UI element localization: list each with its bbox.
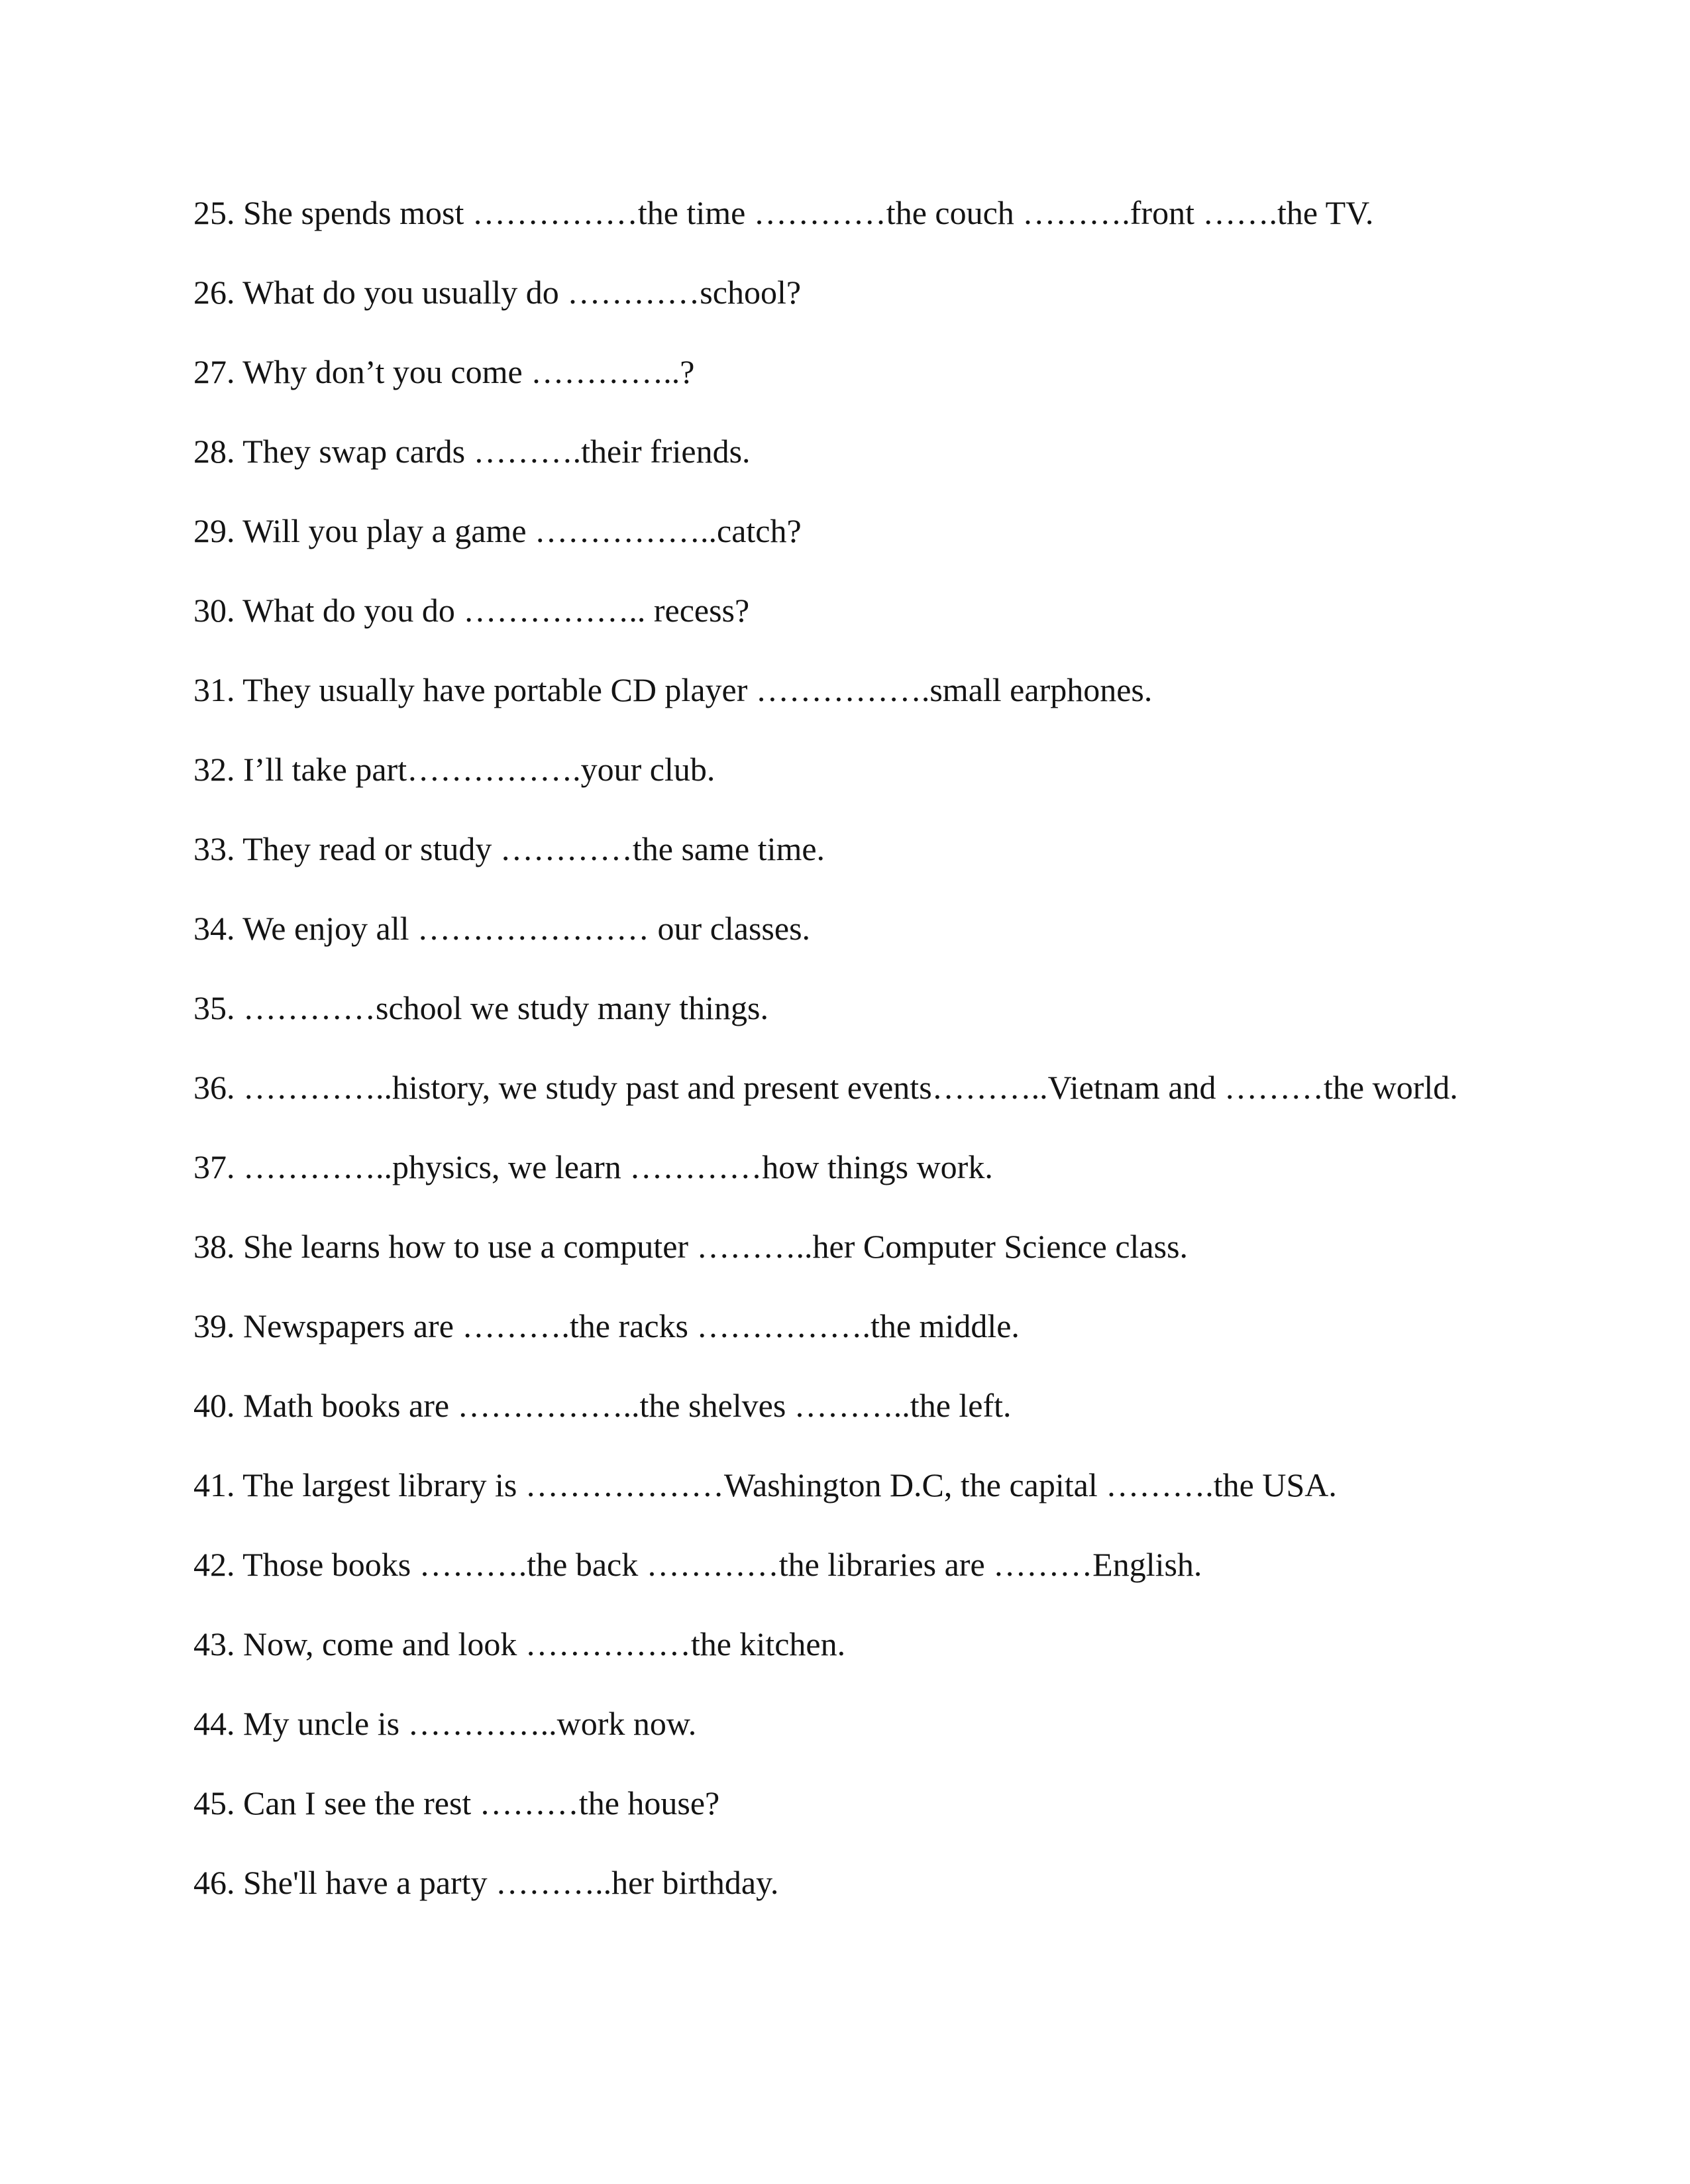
exercise-item-44: 44. My uncle is …………..work now. [193, 1705, 697, 1742]
exercise-item-27: 27. Why don’t you come …………..? [193, 353, 695, 390]
exercise-item-25: 25. She spends most ……………the time …………the couch ……….front …….the TV. [193, 194, 1374, 231]
exercise-item-43: 43. Now, come and look ……………the kitchen. [193, 1625, 846, 1663]
exercise-item-32: 32. I’ll take part…………….your club. [193, 751, 715, 788]
exercise-item-29: 29. Will you play a game ……………..catch? [193, 512, 802, 549]
exercise-item-30: 30. What do you do …………….. recess? [193, 592, 750, 629]
exercise-item-37: 37. …………..physics, we learn …………how things work. [193, 1148, 993, 1185]
exercise-item-31: 31. They usually have portable CD player …………….small earphones. [193, 671, 1153, 708]
exercise-item-36: 36. …………..history, we study past and present events………..Vietnam and ………the world. [193, 1069, 1458, 1106]
exercise-item-35: 35. …………school we study many things. [193, 989, 769, 1026]
exercise-item-38: 38. She learns how to use a computer ………..her Computer Science class. [193, 1228, 1188, 1265]
exercise-item-28: 28. They swap cards ……….their friends. [193, 433, 751, 470]
exercise-item-26: 26. What do you usually do …………school? [193, 274, 802, 311]
exercise-list [193, 192, 1505, 1941]
exercise-item-45: 45. Can I see the rest ………the house? [193, 1784, 720, 1822]
exercise-item-34: 34. We enjoy all ………………… our classes. [193, 910, 811, 947]
exercise-item-39: 39. Newspapers are ……….the racks …………….the middle. [193, 1307, 1020, 1344]
exercise-item-46: 46. She'll have a party ………..her birthday. [193, 1864, 779, 1901]
exercise-item-33: 33. They read or study …………the same time. [193, 830, 825, 867]
exercise-item-42: 42. Those books ……….the back …………the libraries are ………English. [193, 1546, 1202, 1583]
exercise-item-41: 41. The largest library is ………………Washington D.C, the capital ……….the USA. [193, 1466, 1337, 1503]
exercise-item-40: 40. Math books are ……………..the shelves ………..the left. [193, 1387, 1012, 1424]
